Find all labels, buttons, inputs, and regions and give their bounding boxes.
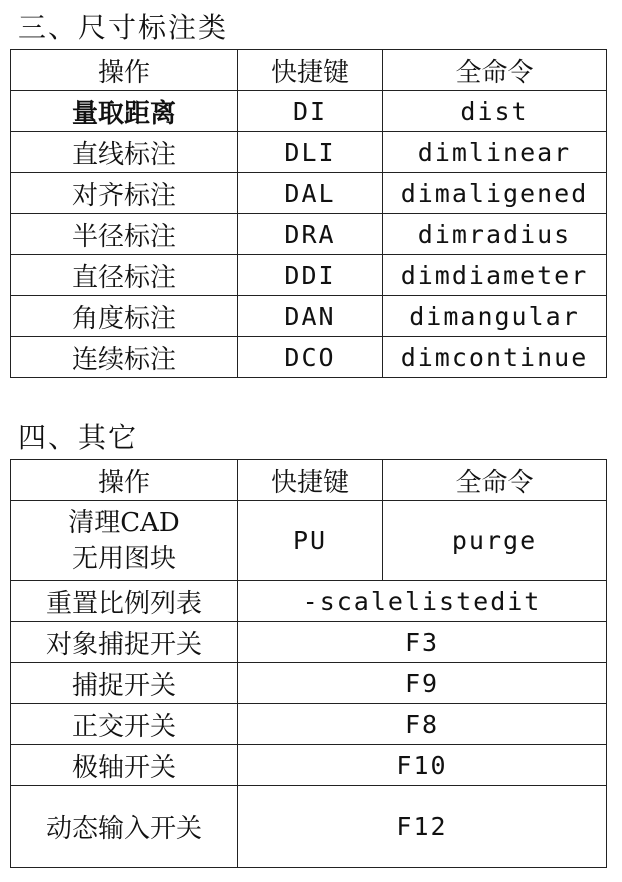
header-operation: 操作 [11, 460, 238, 501]
operation-cell: 角度标注 [11, 296, 238, 337]
command-cell: dimlinear [383, 132, 607, 173]
section-title-dimension: 三、尺寸标注类 [18, 11, 229, 44]
shortcut-cell: DCO [238, 337, 383, 378]
merged-command-cell: F3 [238, 622, 607, 663]
table-header-row [11, 460, 607, 501]
operation-cell: 直线标注 [11, 132, 238, 173]
table-row [11, 337, 607, 378]
table-row [11, 255, 607, 296]
operation-cell: 直径标注 [11, 255, 238, 296]
command-cell: dimangular [383, 296, 607, 337]
operation-cell: 对象捕捉开关 [11, 622, 238, 663]
table-row [11, 132, 607, 173]
shortcut-cell: DRA [238, 214, 383, 255]
operation-cell: 重置比例列表 [11, 581, 238, 622]
shortcut-cell: DLI [238, 132, 383, 173]
header-shortcut: 快捷键 [238, 50, 383, 91]
shortcut-cell: DI [238, 91, 383, 132]
operation-line-2: 无用图块 [71, 543, 176, 574]
operation-cell: 半径标注 [11, 214, 238, 255]
command-cell: dist [383, 91, 607, 132]
command-cell: dimdiameter [383, 255, 607, 296]
table-row [11, 581, 607, 622]
table-row [11, 786, 607, 868]
header-shortcut: 快捷键 [238, 460, 383, 501]
operation-cell: 对齐标注 [11, 173, 238, 214]
merged-command-cell: -scalelistedit [238, 581, 607, 622]
section-title-other: 四、其它 [18, 421, 139, 454]
table-row [11, 214, 607, 255]
command-cell: dimradius [383, 214, 607, 255]
dimension-shortcuts-table [10, 49, 607, 378]
table-row [11, 622, 607, 663]
operation-cell [11, 501, 238, 581]
table-row [11, 663, 607, 704]
other-shortcuts-table [10, 459, 607, 868]
merged-command-cell: F8 [238, 704, 607, 745]
operation-cell: 量取距离 [11, 91, 238, 132]
shortcut-cell: PU [238, 501, 383, 581]
operation-cell: 连续标注 [11, 337, 238, 378]
table-header-row [11, 50, 607, 91]
command-cell: dimcontinue [383, 337, 607, 378]
shortcut-cell: DDI [238, 255, 383, 296]
header-full-command: 全命令 [383, 460, 607, 501]
table-row [11, 704, 607, 745]
command-cell: purge [383, 501, 607, 581]
shortcut-cell: DAL [238, 173, 383, 214]
operation-cell: 动态输入开关 [11, 786, 238, 868]
operation-cell: 捕捉开关 [11, 663, 238, 704]
header-operation: 操作 [11, 50, 238, 91]
table-row [11, 173, 607, 214]
operation-cell: 极轴开关 [11, 745, 238, 786]
operation-cell: 正交开关 [11, 704, 238, 745]
command-cell: dimaligened [383, 173, 607, 214]
table-row [11, 745, 607, 786]
table-row [11, 501, 607, 581]
merged-command-cell: F9 [238, 663, 607, 704]
shortcut-cell: DAN [238, 296, 383, 337]
merged-command-cell: F10 [238, 745, 607, 786]
table-row [11, 296, 607, 337]
table-row [11, 91, 607, 132]
header-full-command: 全命令 [383, 50, 607, 91]
merged-command-cell: F12 [238, 786, 607, 868]
operation-line-1: 清理CAD [68, 507, 180, 538]
